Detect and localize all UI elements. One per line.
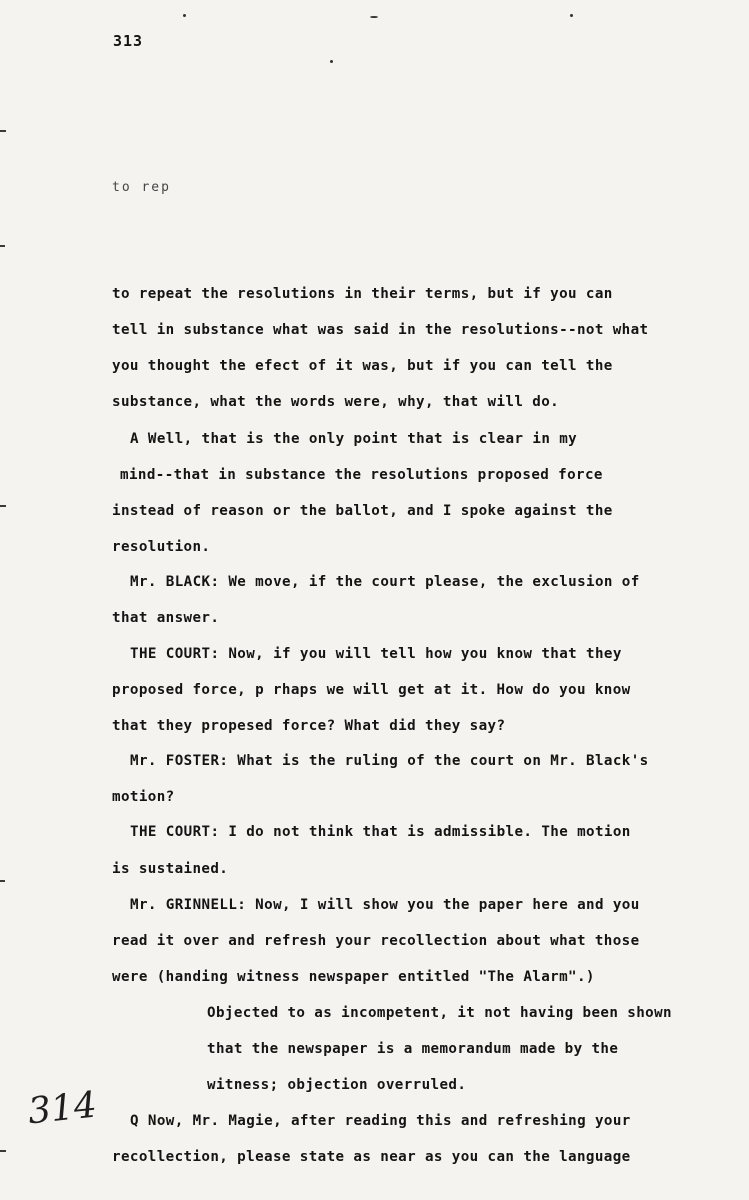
edge-mark: [0, 245, 5, 247]
text-line: that the newspaper is a memorandum made by the: [207, 1041, 619, 1057]
text-line: Objected to as incompetent, it not having been shown: [207, 1005, 672, 1021]
speck: [330, 60, 333, 63]
text-line: to repeat the resolutions in their terms, but if you can: [112, 286, 613, 302]
text-line: substance, what the words were, why, that will do.: [112, 394, 560, 410]
speck: [570, 14, 573, 17]
handwritten-page-number: 314: [26, 1084, 99, 1133]
edge-mark: [0, 1150, 6, 1152]
edge-mark: [0, 130, 6, 132]
edge-mark: [0, 880, 5, 882]
text-line: read it over and refresh your recollection about what those: [112, 933, 640, 949]
text-line: THE COURT: I do not think that is admissible. The motion: [130, 824, 631, 840]
text-line: witness; objection overruled.: [207, 1077, 467, 1093]
text-line: Mr. GRINNELL: Now, I will show you the paper here and you: [130, 897, 640, 913]
text-line: motion?: [112, 789, 175, 805]
text-line: mind--that in substance the resolutions proposed force: [120, 467, 603, 483]
edge-mark: [0, 505, 6, 507]
text-line: instead of reason or the ballot, and I spoke against the: [112, 503, 613, 519]
page-number: 313: [113, 32, 144, 50]
text-line: resolution.: [112, 539, 211, 555]
text-line: THE COURT: Now, if you will tell how you know that they: [130, 646, 622, 662]
text-line: that they propesed force? What did they say?: [112, 718, 506, 734]
text-line: recollection, please state as near as you can the language: [112, 1149, 631, 1165]
speck: [370, 16, 378, 18]
text-line: were (handing witness newspaper entitled "The Alarm".): [112, 969, 595, 985]
text-line: Mr. FOSTER: What is the ruling of the court on Mr. Black's: [130, 753, 649, 769]
text-line: you thought the efect of it was, but if you can tell the: [112, 358, 613, 374]
text-line: A Well, that is the only point that is clear in my: [130, 431, 578, 447]
speck: [183, 14, 186, 17]
text-line: Q Now, Mr. Magie, after reading this and refreshing your: [130, 1113, 631, 1129]
text-line: tell in substance what was said in the resolutions--not what: [112, 322, 649, 338]
text-line: is sustained.: [112, 861, 229, 877]
text-line: that answer.: [112, 610, 220, 626]
text-line: Mr. BLACK: We move, if the court please, the exclusion of: [130, 574, 640, 590]
text-line: proposed force, p rhaps we will get at it. How do you know: [112, 682, 631, 698]
top-fragment-text: to rep: [112, 180, 171, 195]
